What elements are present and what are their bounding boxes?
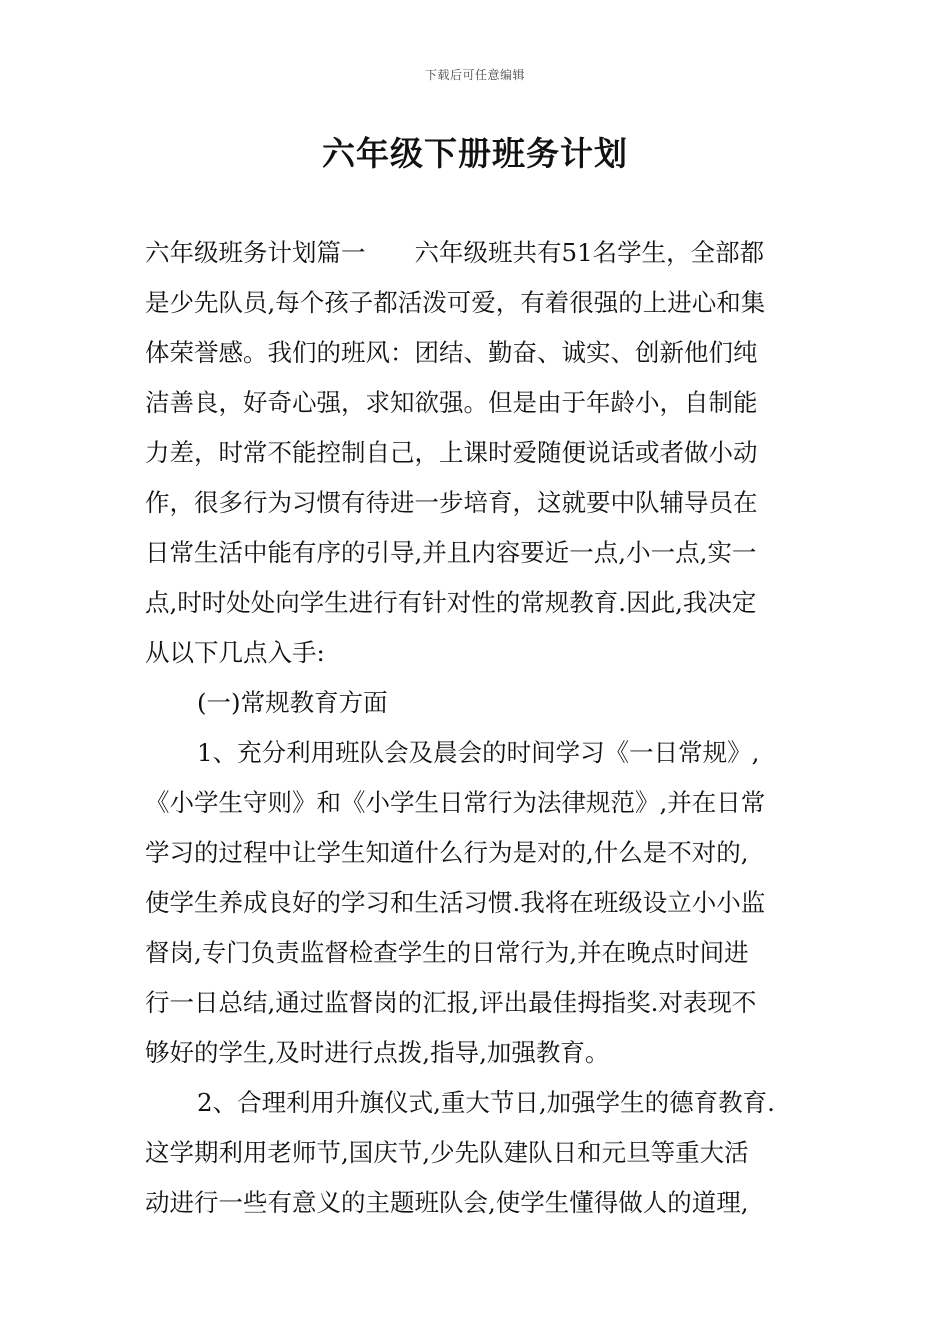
text-line: 2、合理利用升旗仪式,重大节日,加强学生的德育教育.: [197, 1088, 775, 1117]
text-line: 《小学生守则》和《小学生日常行为法律规范》,并在日常: [145, 788, 766, 817]
text-line: 使学生养成良好的学习和生活习惯.我将在班级设立小小监: [145, 888, 766, 917]
section-heading: (一)常规教育方面: [197, 688, 388, 717]
text-line: 学习的过程中让学生知道什么行为是对的,什么是不对的,: [145, 838, 749, 867]
text-line: 力差，时常不能控制自己，上课时爱随便说话或者做小动: [145, 438, 758, 467]
text-line: 1、充分利用班队会及晨会的时间学习《一日常规》,: [197, 738, 760, 767]
text-line: 这学期利用老师节,国庆节,少先队建队日和元旦等重大活: [145, 1138, 749, 1167]
text-line: 体荣誉感。我们的班风：团结、勤奋、诚实、创新他们纯: [145, 338, 758, 367]
text-line: 日常生活中能有序的引导,并且内容要近一点,小一点,实一: [145, 538, 757, 567]
text-line: 够好的学生,及时进行点拨,指导,加强教育。: [145, 1038, 610, 1067]
text-line: 动进行一些有意义的主题班队会,使学生懂得做人的道理,: [145, 1188, 749, 1217]
text-line: 行一日总结,通过监督岗的汇报,评出最佳拇指奖.对表现不: [145, 988, 757, 1017]
text-line: 是少先队员,每个孩子都活泼可爱，有着很强的上进心和集: [145, 288, 766, 317]
header-note: 下载后可任意编辑: [424, 68, 525, 82]
text-line: 从以下几点入手:: [145, 638, 325, 667]
body-text: [145, 228, 810, 1228]
text-line: 六年级班务计划篇一 六年级班共有51名学生，全部都: [145, 238, 765, 267]
text-line: 点,时时处处向学生进行有针对性的常规教育.因此,我决定: [145, 588, 757, 617]
text-line: 洁善良，好奇心强，求知欲强。但是由于年龄小，自制能: [145, 388, 758, 417]
document-title: 六年级下册班务计划: [322, 134, 628, 173]
text-line: 督岗,专门负责监督检查学生的日常行为,并在晚点时间进: [145, 938, 749, 967]
text-line: 作，很多行为习惯有待进一步培育，这就要中队辅导员在: [145, 488, 758, 517]
